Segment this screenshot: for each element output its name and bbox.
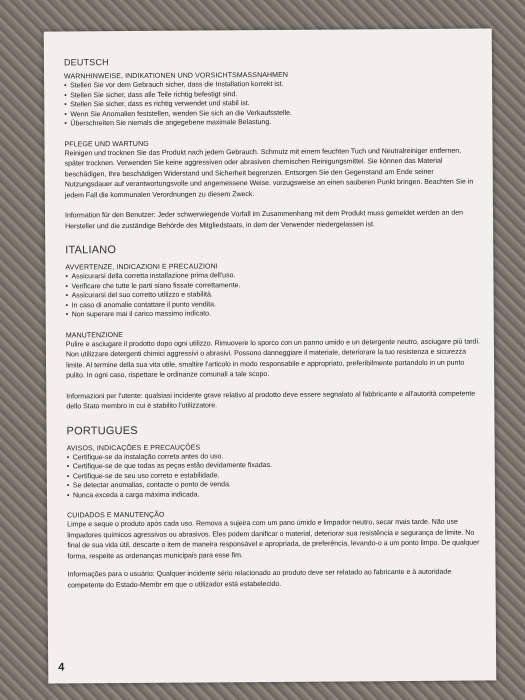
care-text: Pulire e asciugare il prodotto dopo ogni utilizzo. Rimuovere lo sporco con un panno umido e un detergente neutro, asciugare più tardi. Non utilizzare detergenti chimici aggressivi o abrasivi. Possono danneggiare il materiale, deteriorare la tuo resistenza e sicurezza limite. Al termine della sua vita utile, smaltire l'articolo in modo responsabile e appropriato, preferibilmente portandolo in un punto pulito. In ogni caso, rispettare le ordinanze comunali a tale scopo. (65, 338, 480, 380)
section-portugues (66, 422, 483, 591)
warnings-list (64, 79, 480, 129)
care-heading: MANUTENZIONE (65, 331, 124, 339)
list-item: • In caso di anomalie contattare il punto vendita. (66, 298, 482, 310)
list-item: • Stellen Sie vor dem Gebrauch sicher, dass die Installation korrekt ist. (64, 79, 480, 91)
list-item: • Certifique-se de que todas as peças estão devidamente fixadas. (67, 460, 483, 472)
user-info-text: Informazioni per l'utente: qualsiasi incidente grave relativo al prodotto deve essere segnalato al fabbricante e all'autorità competente dello Stato membro in cui è stabilito l'utilizzatore. (66, 390, 476, 411)
section-title: PORTUGUES (66, 424, 138, 437)
list-item: • Assicurarsi della corretta installazione prima dell'uso. (65, 270, 481, 282)
warnings-list (67, 450, 483, 500)
list-item: • Nunca exceda a carga máxima indicada. (67, 488, 483, 500)
section-deutsch (64, 55, 481, 233)
user-info-text: Information für den Benutzer: Jeder schwerwiegende Vorfall im Zusammenhang mit dem Produkt muss gemeldet werden an den Hersteller und die zuständige Behörde des Mitgliedstaats, in dem der Verwender niedergelassen ist. (64, 209, 464, 230)
list-item: • Wenn Sie Anomalien feststellen, wenden Sie sich an die Verkaufsstelle. (64, 107, 480, 119)
list-item: • Stellen Sie sicher, dass es richtig verwendet und stabil ist. (64, 98, 480, 110)
list-item: • Se detectar anomalias, contacte o ponto de venda. (67, 479, 483, 491)
section-italiano (65, 242, 482, 413)
care-text: Limpe e seque o produto após cada uso. Remova a sujeira com um pano úmido e limpador neutro, secar mais tarde. Não use limpadores químicos agressivos ou abrasivos. Eles podem danificar o material, deteriorar sua resistência e segurança de limite. No final de sua vida útil, descarte o item de maneira responsável e apropriada, de preferência, levando-o a um ponto limpo. De qualquer forma, respeite as ordenanças municipais para esse fim. (67, 518, 480, 560)
list-item: • Verificare che tutte le parti siano fissate correttamente. (65, 279, 481, 291)
user-info-text: Informações para o usuário: Qualquer incidente sério relacionado ao produto deve ser relatado ao fabricante e à autoridade competente do Estado-Membr em que o utilizador está estabelecido. (67, 568, 452, 589)
section-title: DEUTSCH (63, 57, 109, 68)
list-item: • Assicurarsi del suo corretto utilizzo e stabilità. (66, 289, 482, 301)
page-number: 4 (58, 661, 65, 674)
list-item: • Überschreiten Sie niemals die angegebene maximale Belastung. (64, 117, 480, 129)
section-title: ITALIANO (65, 244, 117, 257)
warnings-heading: AVISOS, INDICAÇÕES E PRECAUÇÕES (66, 443, 201, 452)
list-item: • Stellen Sie sicher, dass alle Teile richtig befestigt sind. (64, 88, 480, 100)
instruction-sheet (44, 28, 497, 683)
list-item: • Certifique-se da instalação correta antes do uso. (67, 450, 483, 462)
care-heading: CUIDADOS E MANUTENÇÃO (67, 511, 165, 520)
care-heading: PFLEGE UND WARTUNG (64, 140, 149, 148)
warnings-list (65, 270, 481, 320)
warnings-heading: AVVERTENZE, INDICAZIONI E PRECAUZIONI (65, 263, 218, 272)
care-text: Reinigen und trocknen Sie das Produkt nach jedem Gebrauch. Schmutz mit einem feuchten Tuch und Neutralreiniger entfernen, später trocknen. Verwenden Sie keine aggressiven oder abrasiven chemischen Reinigungsmittel. Sie können das Material beschädigen, Ihre beschädigen Widerstand und Sicherheit begrenzen. Entsorgen Sie den Gegenstand am Ende seiner Nutzungsdauer auf verantwortungsvolle und angemessene Weise. vorzugsweise an einen sauberen Punkt bringen. Beachten Sie in jedem Fall die kommunalen Verordnungen zu diesem Zweck. (64, 147, 474, 199)
list-item: • Non superare mai il carico massimo indicato. (66, 308, 482, 320)
list-item: • Certifique-se de seu uso correto e estabilidade. (67, 469, 483, 481)
warnings-heading: WARNHINWEISE, INDIKATIONEN UND VORSICHTSMASSNAHMEN (64, 71, 289, 81)
